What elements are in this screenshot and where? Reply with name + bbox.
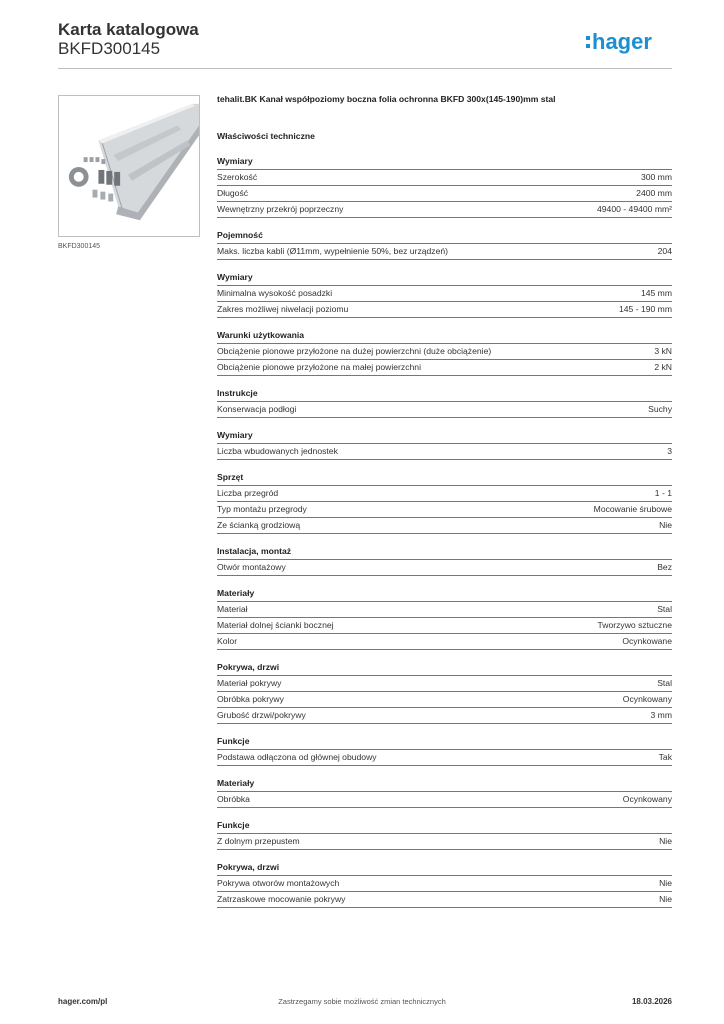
group-heading: Warunki użytkowania xyxy=(217,329,672,344)
property-row xyxy=(217,302,672,318)
product-image xyxy=(58,95,200,237)
image-caption: BKFD300145 xyxy=(58,243,101,250)
property-value: 3 mm xyxy=(650,710,672,720)
group-heading: Materiały xyxy=(217,587,672,602)
property-label: Z dolnym przepustem xyxy=(217,836,300,846)
property-value: 2 kN xyxy=(654,362,672,372)
property-label: Szerokość xyxy=(217,172,258,182)
property-value: Nie xyxy=(659,836,672,846)
property-label: Długość xyxy=(217,188,249,198)
property-group xyxy=(217,735,672,766)
header-divider xyxy=(58,68,672,69)
property-label: Liczba przegród xyxy=(217,488,279,498)
property-label: Typ montażu przegrody xyxy=(217,504,307,514)
property-value: Nie xyxy=(659,894,672,904)
property-group xyxy=(217,545,672,576)
footer-date: 18.03.2026 xyxy=(631,997,672,1006)
property-group xyxy=(217,329,672,376)
property-label: Zakres możliwej niwelacji poziomu xyxy=(217,304,349,314)
property-value: Stal xyxy=(657,678,672,688)
property-label: Materiał pokrywy xyxy=(217,678,282,688)
property-row xyxy=(217,486,672,502)
property-group xyxy=(217,387,672,418)
product-title: tehalit.BK Kanał współpoziomy boczna folia ochronna BKFD 300x(145-190)mm stal xyxy=(217,94,556,104)
property-group xyxy=(217,819,672,850)
property-value: Mocowanie śrubowe xyxy=(593,504,672,514)
property-value: Tworzywo sztuczne xyxy=(597,620,672,630)
property-group xyxy=(217,271,672,318)
property-row xyxy=(217,344,672,360)
property-row xyxy=(217,750,672,766)
property-group xyxy=(217,229,672,260)
property-value: 3 kN xyxy=(654,346,672,356)
property-value: Stal xyxy=(657,604,672,614)
footer-disclaimer: Zastrzegamy sobie możliwość zmian technicznych xyxy=(278,997,446,1006)
group-heading: Pokrywa, drzwi xyxy=(217,661,672,676)
property-row xyxy=(217,708,672,724)
property-value: 145 - 190 mm xyxy=(618,304,672,314)
property-value: Tak xyxy=(658,752,672,762)
group-heading: Wymiary xyxy=(217,155,672,170)
group-heading: Instalacja, montaż xyxy=(217,545,672,560)
property-label: Konserwacja podłogi xyxy=(217,404,297,414)
property-label: Grubość drzwi/pokrywy xyxy=(217,710,306,720)
property-value: 3 xyxy=(667,446,672,456)
property-label: Materiał dolnej ścianki bocznej xyxy=(217,620,334,630)
group-heading: Wymiary xyxy=(217,429,672,444)
logo-text: hager xyxy=(592,29,652,54)
content-column xyxy=(217,93,672,919)
property-row xyxy=(217,634,672,650)
property-label: Otwór montażowy xyxy=(217,562,286,572)
property-row xyxy=(217,618,672,634)
property-value: 300 mm xyxy=(640,172,672,182)
property-row xyxy=(217,202,672,218)
hager-logo xyxy=(586,27,672,57)
property-label: Podstawa odłączona od głównej obudowy xyxy=(217,752,377,762)
property-group xyxy=(217,155,672,218)
property-row xyxy=(217,402,672,418)
property-row xyxy=(217,602,672,618)
property-row xyxy=(217,286,672,302)
property-value: 204 xyxy=(657,246,672,256)
property-value: 49400 - 49400 mm² xyxy=(597,204,672,214)
property-label: Obciążenie pionowe przyłożone na małej powierzchni xyxy=(217,362,421,372)
property-value: 2400 mm xyxy=(636,188,672,198)
property-label: Kolor xyxy=(217,636,238,646)
property-label: Materiał xyxy=(217,604,248,614)
group-heading: Instrukcje xyxy=(217,387,672,402)
page-title: Karta katalogowa xyxy=(58,20,199,39)
property-label: Maks. liczba kabli (Ø11mm, wypełnienie 50%, bez urządzeń) xyxy=(217,246,449,256)
property-row xyxy=(217,560,672,576)
property-value: Nie xyxy=(659,878,672,888)
property-row xyxy=(217,676,672,692)
property-value: Bez xyxy=(657,562,672,572)
footer-website: hager.com/pl xyxy=(58,997,108,1006)
property-group xyxy=(217,777,672,808)
property-value: Ocynkowany xyxy=(622,794,672,804)
property-label: Pokrywa otworów montażowych xyxy=(217,878,340,888)
group-heading: Funkcje xyxy=(217,819,672,834)
property-label: Ze ścianką grodziową xyxy=(217,520,301,530)
property-group xyxy=(217,429,672,460)
group-heading: Pokrywa, drzwi xyxy=(217,861,672,876)
property-row xyxy=(217,170,672,186)
group-heading: Pojemność xyxy=(217,229,672,244)
property-label: Minimalna wysokość posadzki xyxy=(217,288,333,298)
property-group xyxy=(217,661,672,724)
property-row xyxy=(217,834,672,850)
group-heading: Wymiary xyxy=(217,271,672,286)
property-row xyxy=(217,502,672,518)
property-value: 1 - 1 xyxy=(654,488,672,498)
property-group xyxy=(217,861,672,908)
property-value: 145 mm xyxy=(640,288,672,298)
property-label: Liczba wbudowanych jednostek xyxy=(217,446,338,456)
property-row xyxy=(217,876,672,892)
property-row xyxy=(217,186,672,202)
property-row xyxy=(217,444,672,460)
property-group xyxy=(217,471,672,534)
product-code: BKFD300145 xyxy=(58,39,161,58)
property-row xyxy=(217,244,672,260)
property-row xyxy=(217,692,672,708)
product-illustration xyxy=(59,96,199,236)
property-value: Ocynkowany xyxy=(622,694,672,704)
section-title: Właściwości techniczne xyxy=(217,131,315,141)
property-value: Ocynkowane xyxy=(622,636,672,646)
property-label: Obciążenie pionowe przyłożone na dużej powierzchni (duże obciążenie) xyxy=(217,346,492,356)
group-heading: Funkcje xyxy=(217,735,672,750)
property-group xyxy=(217,587,672,650)
property-label: Obróbka xyxy=(217,794,250,804)
property-label: Obróbka pokrywy xyxy=(217,694,284,704)
property-label: Zatrzaskowe mocowanie pokrywy xyxy=(217,894,346,904)
group-heading: Materiały xyxy=(217,777,672,792)
property-row xyxy=(217,518,672,534)
property-label: Wewnętrzny przekrój poprzeczny xyxy=(217,204,344,214)
property-value: Nie xyxy=(659,520,672,530)
group-heading: Sprzęt xyxy=(217,471,672,486)
property-row xyxy=(217,892,672,908)
property-row xyxy=(217,360,672,376)
property-row xyxy=(217,792,672,808)
property-value: Suchy xyxy=(648,404,672,414)
properties-list xyxy=(217,155,672,908)
